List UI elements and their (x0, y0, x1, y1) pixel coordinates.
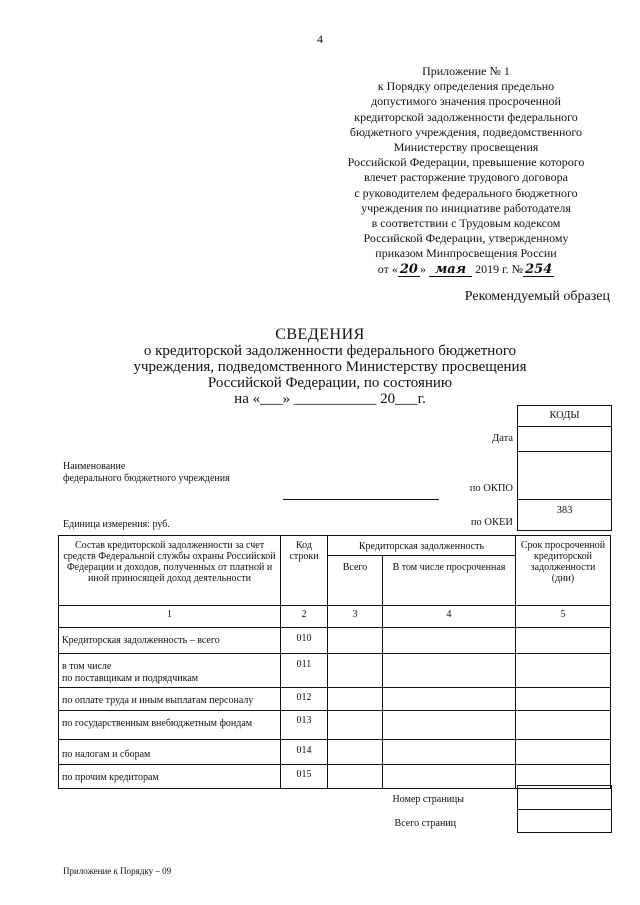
appendix-line: приказом Минпросвещения России (375, 246, 557, 261)
cell-days (516, 688, 611, 711)
cell-overdue (383, 765, 516, 789)
appendix-line: бюджетного учреждения, подведомственного (349, 124, 583, 139)
row-label: по прочим кредиторам (59, 765, 281, 789)
col-number: 4 (383, 606, 516, 628)
cell-days (516, 654, 611, 688)
table-row (59, 688, 611, 711)
cell-total (328, 628, 383, 654)
appendix-line: допустимого значения просроченной (371, 94, 561, 109)
cell-total (328, 740, 383, 765)
row-label: в том числе по поставщикам и подрядчикам (59, 654, 281, 688)
appendix-line: влечет расторжение трудового договора (364, 170, 568, 185)
cell-total (328, 711, 383, 740)
col-number: 5 (516, 606, 611, 628)
okei-label: по ОКЕИ (470, 517, 513, 528)
row-code: 014 (281, 740, 328, 765)
order-number-handwritten: 254 (525, 261, 553, 277)
col-header-total: Всего (328, 556, 383, 606)
cell-overdue (383, 688, 516, 711)
row-code: 010 (281, 628, 328, 654)
col-header-overdue: В том числе просроченная (383, 556, 516, 606)
creditor-debt-table (58, 535, 611, 789)
appendix-line: в соответствии с Трудовым кодексом (371, 216, 561, 231)
appendix-line: Приложение № 1 (422, 64, 510, 78)
cell-total (328, 765, 383, 789)
cell-overdue (383, 740, 516, 765)
order-date-line: от « 20 » мая 2019 г. № 254 (377, 261, 553, 277)
document-subtitle: о кредиторской задолженности федерального бюджетного учреждения, подведомственного Министерству просвещения Российской Федерации, по состоянию на «___» ___________ 20___г. (120, 343, 540, 407)
col-number: 3 (328, 606, 383, 628)
cell-days (516, 628, 611, 654)
codes-header: КОДЫ (549, 410, 580, 421)
col-header-group: Кредиторская задолженность (328, 536, 516, 556)
appendix-line: учреждения по инициативе работодателя (361, 200, 571, 215)
institution-label: федерального бюджетного учреждения (63, 473, 230, 484)
row-code: 015 (281, 765, 328, 789)
col-header-composition: Состав кредиторской задолженности за счет средств Федеральной службы охраны Российской Федерации и доходов, полученных от платной и иной приносящей доход деятельности (59, 536, 281, 606)
appendix-line: Российской Федерации, утвержденному (363, 231, 569, 246)
institution-name-line (283, 499, 439, 500)
appendix-block (318, 64, 614, 277)
row-code: 011 (281, 654, 328, 688)
row-label: по государственным внебюджетным фондам (59, 711, 281, 740)
col-number: 1 (59, 606, 281, 628)
appendix-line: к Порядку определения предельно (377, 79, 555, 94)
unit-label: Единица измерения: руб. (63, 519, 170, 530)
document-title: СВЕДЕНИЯ (275, 326, 365, 343)
appendix-line: Российской Федерации, превышение которого (347, 155, 585, 170)
institution-label: Наименование (63, 461, 126, 472)
recommended-sample-label: Рекомендуемый образец (464, 289, 610, 304)
cell-total (328, 654, 383, 688)
table-row (59, 740, 611, 765)
appendix-line: кредиторской задолженности федерального (354, 109, 578, 124)
as-of-date-line: на «___» ___________ 20___г. (234, 391, 426, 407)
row-label: по оплате труда и иным выплатам персоналу (59, 688, 281, 711)
appendix-line: с руководителем федерального бюджетного (354, 185, 578, 200)
table-row (59, 628, 611, 654)
row-code: 012 (281, 688, 328, 711)
date-label: Дата (492, 433, 513, 444)
row-label: по налогам и сборам (59, 740, 281, 765)
cell-overdue (383, 628, 516, 654)
cell-overdue (383, 654, 516, 688)
okei-value: 383 (556, 505, 573, 516)
col-header-code: Код строки (281, 536, 328, 606)
order-day-handwritten: 20 (399, 261, 418, 277)
row-label: Кредиторская задолженность – всего (59, 628, 281, 654)
table-row (59, 711, 611, 740)
cell-days (516, 740, 611, 765)
appendix-line: Министерству просвещения (393, 140, 539, 155)
cell-days (516, 711, 611, 740)
row-code: 013 (281, 711, 328, 740)
total-pages-label: Всего страниц (394, 818, 456, 829)
cell-overdue (383, 711, 516, 740)
page-number-label: Номер страницы (392, 794, 464, 805)
order-month-handwritten: мая (429, 263, 472, 277)
col-number: 2 (281, 606, 328, 628)
col-header-overdue-days: Срок просроченной кредиторской задолженности (дни) (516, 536, 611, 606)
okpo-label: по ОКПО (469, 483, 513, 494)
cell-total (328, 688, 383, 711)
page-number: 4 (317, 32, 323, 46)
table-row (59, 654, 611, 688)
footer-note: Приложение к Порядку – 09 (63, 866, 172, 876)
